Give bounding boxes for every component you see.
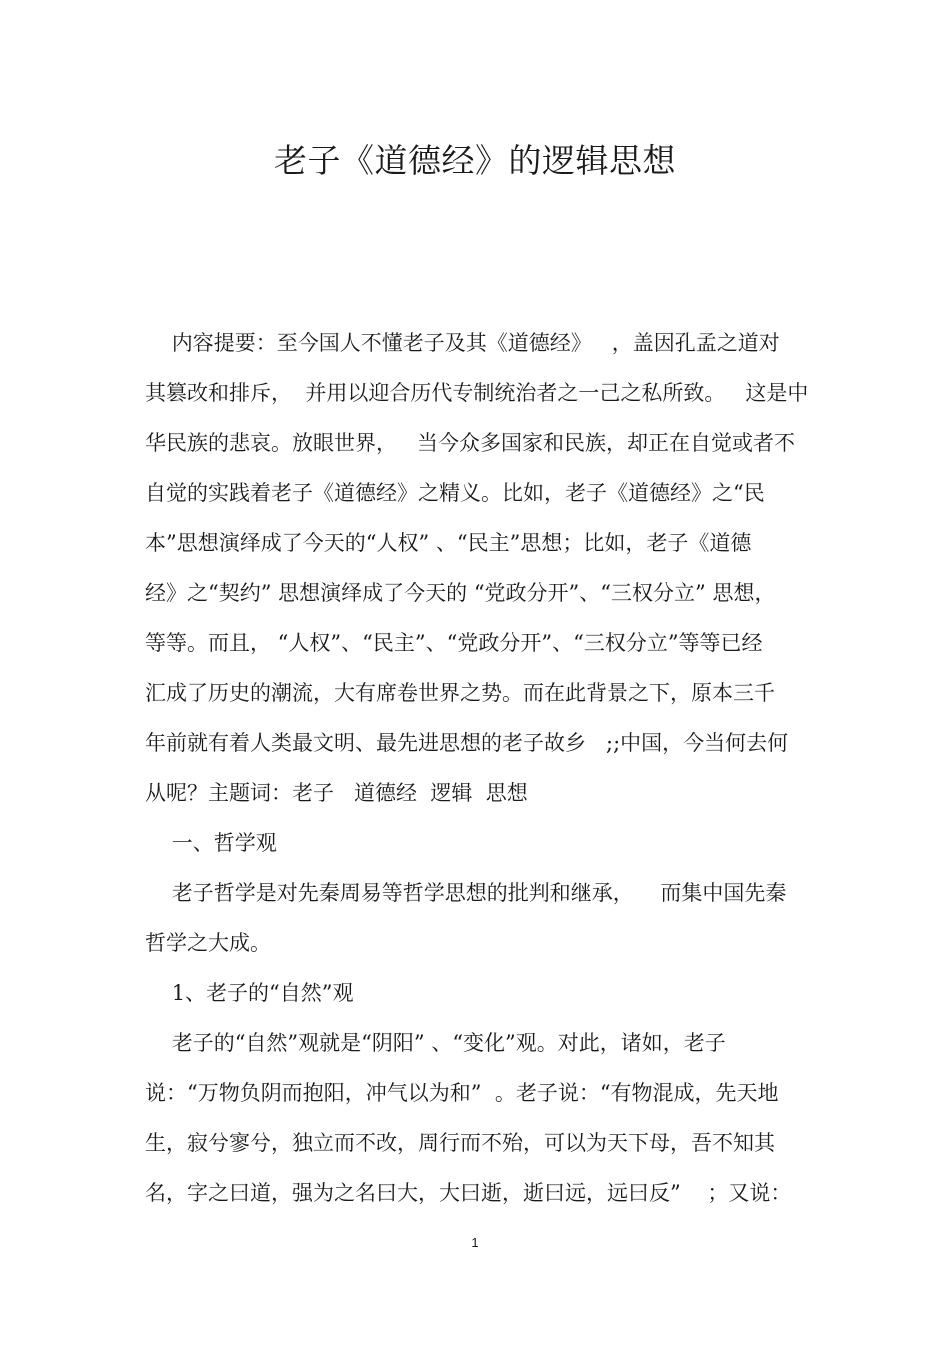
text-line: 其篡改和排斥， 并用以迎合历代专制统治者之一己之私所致。 这是中: [145, 381, 809, 405]
section-heading: 一、哲学观: [145, 831, 277, 855]
text-line: 等等。而且， “人权”、“民主”、“党政分开”、“三权分立”等等已经: [145, 631, 763, 655]
text-line: 汇成了历史的潮流，大有席卷世界之势。而在此背景之下，原本三千: [145, 681, 775, 705]
text-line: 生，寂兮寥兮，独立而不改，周行而不殆，可以为天下母，吾不知其: [145, 1131, 775, 1155]
text-line: 哲学之大成。: [145, 931, 271, 955]
page-number: 1: [471, 1235, 479, 1250]
text-line: 名，字之曰道，强为之名曰大，大曰逝，逝曰远，远曰反” ；又说：: [145, 1181, 792, 1205]
text-line: 老子的“自然”观就是“阴阳” 、“变化”观。对此，诸如，老子: [145, 1031, 726, 1055]
text-line: 经》之“契约” 思想演绎成了今天的 “党政分开”、“三权分立” 思想，: [145, 581, 776, 605]
text-line: 本”思想演绎成了今天的“人权” 、“民主”思想；比如，老子《道德: [145, 531, 752, 555]
text-line: 内容提要：至今国人不懂老子及其《道德经》 ，盖因孔孟之道对: [145, 331, 780, 355]
document-title: 老子《道德经》的逻辑思想: [274, 141, 676, 180]
text-line: 华民族的悲哀。放眼世界， 当今众多国家和民族，却正在自觉或者不: [145, 431, 796, 455]
subsection-heading: 1、老子的“自然”观: [145, 981, 354, 1005]
text-line: 老子哲学是对先秦周易等哲学思想的批判和继承， 而集中国先秦: [145, 881, 787, 905]
text-line: 年前就有着人类最文明、最先进思想的老子故乡 ;;中国，今当何去何: [145, 731, 789, 755]
text-line: 从呢？主题词：老子 道德经 逻辑 思想: [145, 781, 528, 805]
text-line: 自觉的实践着老子《道德经》之精义。比如，老子《道德经》之“民: [145, 481, 765, 505]
text-line: 说：“万物负阴而抱阳，冲气以为和” 。老子说：“有物混成，先天地: [145, 1081, 779, 1105]
